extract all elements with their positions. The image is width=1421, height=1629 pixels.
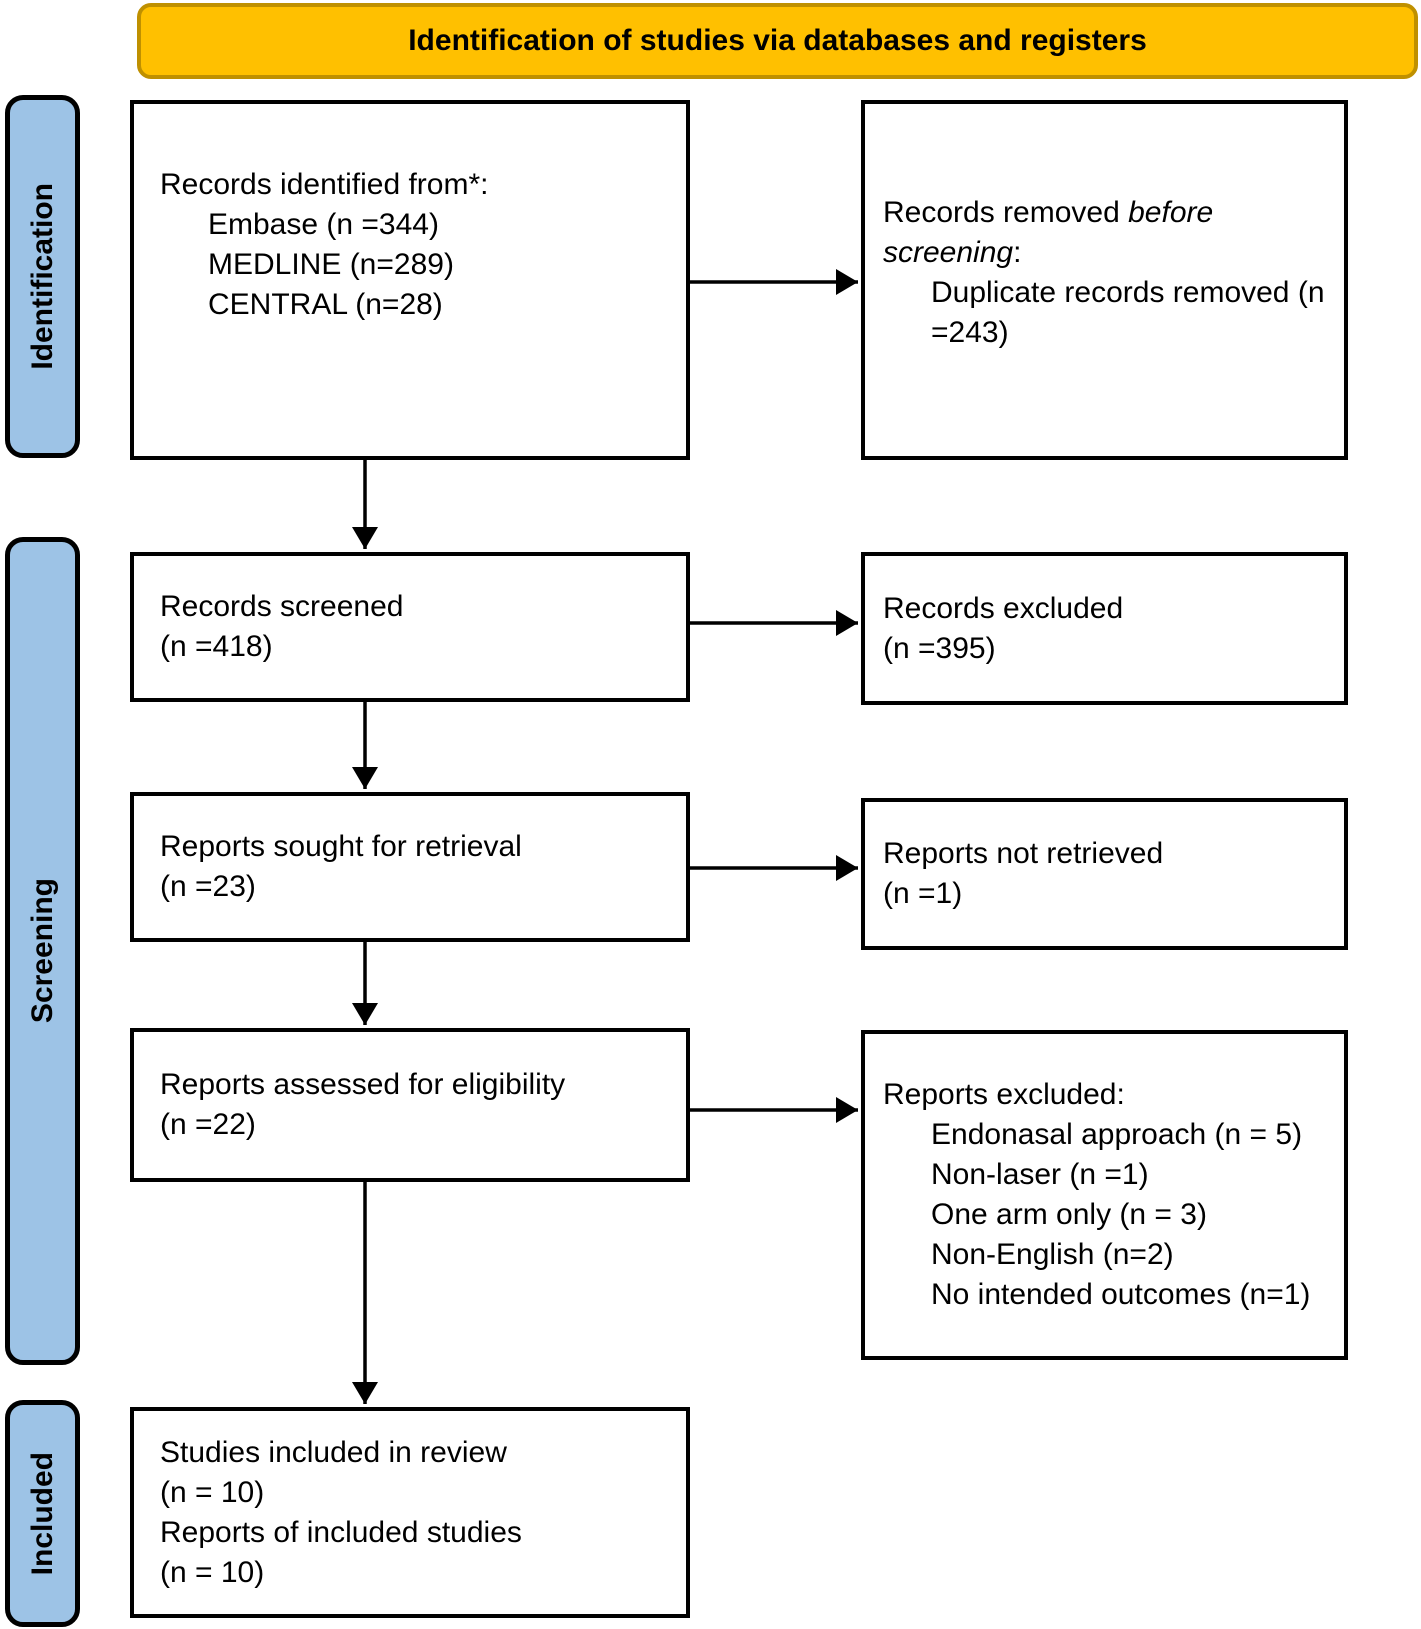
box-title: Records removed before screening: [883, 196, 1214, 269]
box-line: No intended outcomes (n=1) [931, 1278, 1311, 1311]
stage-label-screening-text: Screening [25, 878, 59, 1024]
box-reports-not-retrieved [861, 798, 1348, 950]
box-line: (n =418) [160, 630, 273, 663]
box-line: MEDLINE (n=289) [208, 248, 454, 281]
box-reports-excluded [861, 1030, 1348, 1360]
box-line: (n =395) [883, 631, 996, 665]
box-line: One arm only (n = 3) [931, 1198, 1207, 1231]
box-line: (n = 10) [160, 1555, 265, 1589]
box-line: (n =22) [160, 1108, 256, 1141]
italic-phrase: before screening [883, 196, 1214, 269]
box-line: Reports not retrieved [883, 837, 1164, 870]
box-line: (n =1) [883, 877, 963, 910]
box-line: Studies included in review [160, 1435, 507, 1469]
box-line: Non-laser (n =1) [931, 1158, 1149, 1191]
stage-label-included-text: Included [25, 1451, 59, 1576]
box-line: CENTRAL (n=28) [208, 288, 443, 321]
stage-label-screening [5, 537, 80, 1365]
box-line: (n =23) [160, 870, 256, 903]
stage-label-identification [5, 95, 80, 458]
stage-label-identification-text: Identification [25, 183, 59, 370]
box-records-screened [130, 552, 690, 702]
box-studies-included [130, 1407, 690, 1618]
box-line: Duplicate records removed (n =243) [931, 276, 1325, 349]
box-line: Endonasal approach (n = 5) [931, 1118, 1303, 1151]
box-line: Embase (n =344) [208, 208, 439, 241]
box-line: (n = 10) [160, 1475, 265, 1509]
box-records-removed [861, 100, 1348, 460]
box-line: Reports of included studies [160, 1515, 522, 1549]
box-line: Non-English (n=2) [931, 1238, 1174, 1271]
diagram-title: Identification of studies via databases and registers [408, 24, 1147, 57]
banner-identification-of-studies [137, 3, 1418, 79]
box-line: Reports sought for retrieval [160, 830, 522, 863]
box-line: Records excluded [883, 591, 1124, 625]
box-reports-assessed [130, 1028, 690, 1182]
box-title: Reports excluded: [883, 1078, 1125, 1111]
box-title: Records identified from*: [160, 168, 489, 201]
box-line: Reports assessed for eligibility [160, 1068, 566, 1101]
box-reports-sought [130, 792, 690, 942]
box-line: Records screened [160, 590, 404, 623]
box-records-excluded [861, 552, 1348, 705]
stage-label-included [5, 1400, 80, 1627]
box-records-identified [130, 100, 690, 460]
